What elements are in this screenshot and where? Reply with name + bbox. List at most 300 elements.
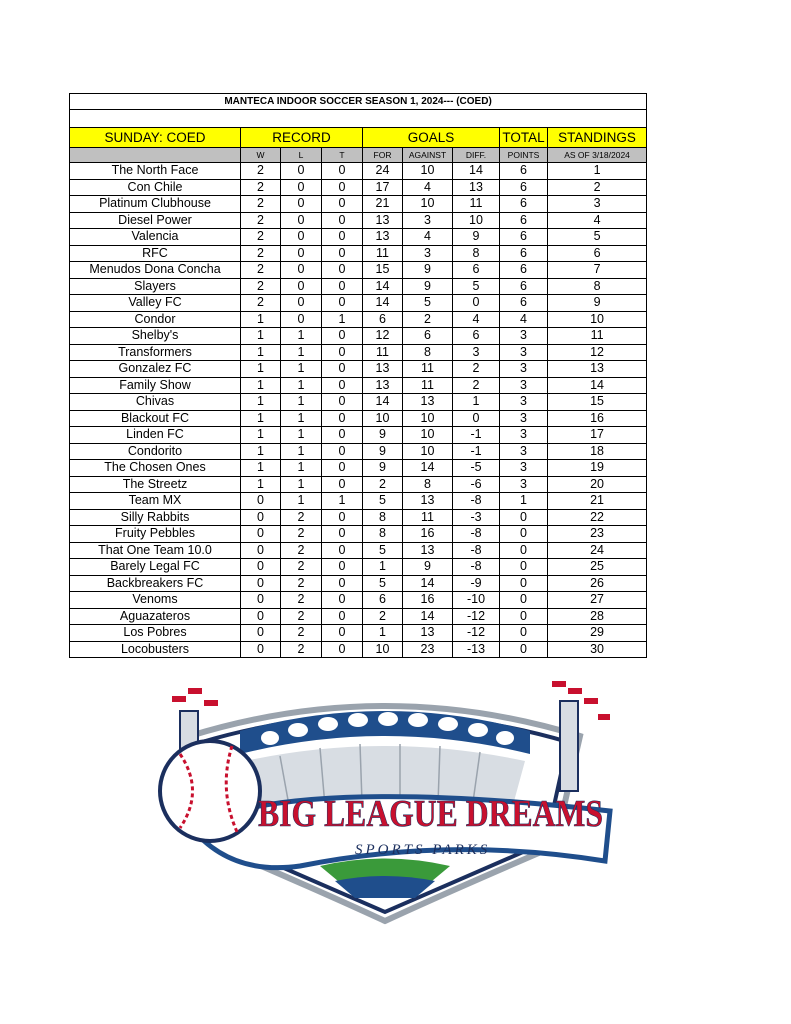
standing-cell: 1	[548, 163, 647, 180]
goal-diff-cell: -12	[453, 608, 500, 625]
table-row	[70, 427, 647, 444]
wins-cell: 1	[241, 377, 281, 394]
wins-cell: 2	[241, 179, 281, 196]
table-row	[70, 559, 647, 576]
goals-against-cell: 11	[403, 377, 453, 394]
wins-subheader: W	[241, 148, 281, 163]
ties-cell: 0	[322, 212, 363, 229]
goals-against-cell: 8	[403, 476, 453, 493]
wins-cell: 0	[241, 493, 281, 510]
wins-cell: 2	[241, 212, 281, 229]
losses-cell: 2	[281, 509, 322, 526]
wins-cell: 0	[241, 526, 281, 543]
big-league-dreams-logo	[150, 676, 620, 926]
table-row	[70, 245, 647, 262]
wins-cell: 1	[241, 361, 281, 378]
points-cell: 6	[500, 278, 548, 295]
goals-for-subheader: FOR	[363, 148, 403, 163]
points-cell: 0	[500, 526, 548, 543]
losses-cell: 0	[281, 212, 322, 229]
table-row	[70, 410, 647, 427]
ties-subheader: T	[322, 148, 363, 163]
standing-cell: 25	[548, 559, 647, 576]
goals-against-cell: 13	[403, 625, 453, 642]
table-row	[70, 212, 647, 229]
points-cell: 3	[500, 443, 548, 460]
wins-cell: 1	[241, 460, 281, 477]
standing-cell: 4	[548, 212, 647, 229]
losses-cell: 2	[281, 641, 322, 658]
goal-diff-cell: -9	[453, 575, 500, 592]
ties-cell: 0	[322, 542, 363, 559]
wins-cell: 1	[241, 328, 281, 345]
standing-cell: 26	[548, 575, 647, 592]
goals-for-cell: 2	[363, 476, 403, 493]
goal-diff-cell: -3	[453, 509, 500, 526]
goals-against-cell: 10	[403, 427, 453, 444]
ties-cell: 0	[322, 361, 363, 378]
goals-against-cell: 8	[403, 344, 453, 361]
wins-cell: 0	[241, 509, 281, 526]
goal-diff-cell: 8	[453, 245, 500, 262]
points-cell: 0	[500, 625, 548, 642]
standing-cell: 7	[548, 262, 647, 279]
team-name-cell: Los Pobres	[70, 625, 241, 642]
points-cell: 6	[500, 295, 548, 312]
table-row	[70, 509, 647, 526]
goals-for-cell: 13	[363, 377, 403, 394]
losses-cell: 1	[281, 443, 322, 460]
standing-cell: 29	[548, 625, 647, 642]
division-header: SUNDAY: COED	[70, 128, 241, 148]
as-of-subheader: AS OF 3/18/2024	[548, 148, 647, 163]
ties-cell: 0	[322, 460, 363, 477]
standings-table	[69, 93, 647, 658]
losses-cell: 0	[281, 311, 322, 328]
ties-cell: 0	[322, 592, 363, 609]
table-row	[70, 328, 647, 345]
ties-cell: 0	[322, 196, 363, 213]
points-cell: 0	[500, 559, 548, 576]
table-row	[70, 542, 647, 559]
goals-against-cell: 16	[403, 592, 453, 609]
goal-diff-cell: 1	[453, 394, 500, 411]
team-name-cell: Backbreakers FC	[70, 575, 241, 592]
goals-for-cell: 15	[363, 262, 403, 279]
points-cell: 3	[500, 427, 548, 444]
standing-cell: 28	[548, 608, 647, 625]
goals-for-cell: 11	[363, 344, 403, 361]
points-cell: 0	[500, 542, 548, 559]
goal-diff-cell: -10	[453, 592, 500, 609]
goal-diff-cell: 2	[453, 377, 500, 394]
losses-cell: 1	[281, 410, 322, 427]
team-name-cell: Team MX	[70, 493, 241, 510]
team-name-cell: Menudos Dona Concha	[70, 262, 241, 279]
baseball-icon	[160, 741, 260, 841]
ties-cell: 0	[322, 509, 363, 526]
team-subheader	[70, 148, 241, 163]
team-name-cell: Blackout FC	[70, 410, 241, 427]
team-name-cell: Aguazateros	[70, 608, 241, 625]
team-name-cell: Valley FC	[70, 295, 241, 312]
goals-against-cell: 9	[403, 559, 453, 576]
goals-against-cell: 23	[403, 641, 453, 658]
goal-diff-cell: 6	[453, 262, 500, 279]
team-name-cell: Family Show	[70, 377, 241, 394]
goal-diff-cell: 10	[453, 212, 500, 229]
losses-cell: 0	[281, 163, 322, 180]
goal-diff-cell: 4	[453, 311, 500, 328]
table-row	[70, 311, 647, 328]
team-name-cell: The Streetz	[70, 476, 241, 493]
goals-against-cell: 2	[403, 311, 453, 328]
goals-for-cell: 14	[363, 278, 403, 295]
points-cell: 6	[500, 262, 548, 279]
team-name-cell: Gonzalez FC	[70, 361, 241, 378]
table-row	[70, 493, 647, 510]
points-cell: 3	[500, 460, 548, 477]
points-cell: 0	[500, 509, 548, 526]
points-cell: 3	[500, 344, 548, 361]
points-cell: 6	[500, 212, 548, 229]
goal-diff-cell: 0	[453, 410, 500, 427]
wins-cell: 0	[241, 641, 281, 658]
team-name-cell: Barely Legal FC	[70, 559, 241, 576]
ties-cell: 0	[322, 344, 363, 361]
wins-cell: 1	[241, 476, 281, 493]
goals-for-cell: 9	[363, 427, 403, 444]
points-cell: 3	[500, 394, 548, 411]
ties-cell: 0	[322, 179, 363, 196]
goal-diff-cell: -12	[453, 625, 500, 642]
goals-against-cell: 10	[403, 196, 453, 213]
ties-cell: 0	[322, 427, 363, 444]
standing-cell: 8	[548, 278, 647, 295]
goals-against-cell: 13	[403, 542, 453, 559]
goal-diff-cell: -1	[453, 427, 500, 444]
goals-against-cell: 14	[403, 460, 453, 477]
table-row	[70, 196, 647, 213]
points-cell: 0	[500, 641, 548, 658]
points-cell: 0	[500, 575, 548, 592]
team-name-cell: Locobusters	[70, 641, 241, 658]
goals-for-cell: 24	[363, 163, 403, 180]
standing-cell: 12	[548, 344, 647, 361]
wins-cell: 1	[241, 344, 281, 361]
goals-for-cell: 10	[363, 410, 403, 427]
team-name-cell: The Chosen Ones	[70, 460, 241, 477]
total-header: TOTAL	[500, 128, 548, 148]
losses-cell: 1	[281, 476, 322, 493]
points-cell: 6	[500, 163, 548, 180]
wins-cell: 1	[241, 394, 281, 411]
standing-cell: 27	[548, 592, 647, 609]
standing-cell: 30	[548, 641, 647, 658]
standing-cell: 23	[548, 526, 647, 543]
wins-cell: 2	[241, 245, 281, 262]
ties-cell: 0	[322, 410, 363, 427]
goals-for-cell: 1	[363, 625, 403, 642]
points-cell: 6	[500, 229, 548, 246]
losses-cell: 0	[281, 278, 322, 295]
goal-diff-cell: -6	[453, 476, 500, 493]
goals-for-cell: 8	[363, 509, 403, 526]
wins-cell: 2	[241, 229, 281, 246]
goal-diff-cell: 5	[453, 278, 500, 295]
wins-cell: 0	[241, 608, 281, 625]
goals-against-cell: 10	[403, 410, 453, 427]
standing-cell: 17	[548, 427, 647, 444]
wins-cell: 0	[241, 592, 281, 609]
team-name-cell: Diesel Power	[70, 212, 241, 229]
ties-cell: 0	[322, 526, 363, 543]
standing-cell: 19	[548, 460, 647, 477]
goals-for-cell: 11	[363, 245, 403, 262]
losses-cell: 2	[281, 542, 322, 559]
standing-cell: 21	[548, 493, 647, 510]
standing-cell: 15	[548, 394, 647, 411]
team-name-cell: Slayers	[70, 278, 241, 295]
table-row	[70, 394, 647, 411]
goals-for-cell: 14	[363, 295, 403, 312]
losses-cell: 2	[281, 526, 322, 543]
team-name-cell: Valencia	[70, 229, 241, 246]
goals-for-cell: 6	[363, 592, 403, 609]
goals-for-cell: 12	[363, 328, 403, 345]
losses-cell: 1	[281, 344, 322, 361]
goals-for-cell: 2	[363, 608, 403, 625]
goals-against-cell: 13	[403, 394, 453, 411]
team-name-cell: Silly Rabbits	[70, 509, 241, 526]
record-header: RECORD	[241, 128, 363, 148]
losses-cell: 1	[281, 460, 322, 477]
standing-cell: 11	[548, 328, 647, 345]
ties-cell: 0	[322, 641, 363, 658]
ties-cell: 0	[322, 295, 363, 312]
table-row	[70, 179, 647, 196]
ties-cell: 0	[322, 245, 363, 262]
goals-for-cell: 1	[363, 559, 403, 576]
table-row	[70, 361, 647, 378]
table-row	[70, 278, 647, 295]
points-cell: 3	[500, 361, 548, 378]
goals-against-cell: 10	[403, 443, 453, 460]
goal-diff-cell: 13	[453, 179, 500, 196]
table-row	[70, 344, 647, 361]
goals-for-cell: 13	[363, 212, 403, 229]
goals-against-cell: 13	[403, 493, 453, 510]
goals-for-cell: 5	[363, 542, 403, 559]
team-name-cell: RFC	[70, 245, 241, 262]
losses-cell: 2	[281, 559, 322, 576]
wins-cell: 1	[241, 427, 281, 444]
team-name-cell: Platinum Clubhouse	[70, 196, 241, 213]
points-cell: 4	[500, 311, 548, 328]
table-row	[70, 476, 647, 493]
team-name-cell: Venoms	[70, 592, 241, 609]
standing-cell: 13	[548, 361, 647, 378]
points-cell: 3	[500, 410, 548, 427]
standings-header: STANDINGS	[548, 128, 647, 148]
wins-cell: 2	[241, 163, 281, 180]
goal-diff-cell: -5	[453, 460, 500, 477]
goals-for-cell: 13	[363, 361, 403, 378]
goals-for-cell: 9	[363, 443, 403, 460]
goal-diff-cell: 0	[453, 295, 500, 312]
points-cell: 3	[500, 476, 548, 493]
table-title: MANTECA INDOOR SOCCER SEASON 1, 2024--- (COED)	[70, 94, 647, 110]
goals-for-cell: 10	[363, 641, 403, 658]
table-row	[70, 592, 647, 609]
goals-for-cell: 21	[363, 196, 403, 213]
goals-for-cell: 9	[363, 460, 403, 477]
standing-cell: 24	[548, 542, 647, 559]
team-name-cell: Shelby's	[70, 328, 241, 345]
points-cell: 0	[500, 592, 548, 609]
table-row	[70, 163, 647, 180]
standing-cell: 6	[548, 245, 647, 262]
standing-cell: 14	[548, 377, 647, 394]
losses-subheader: L	[281, 148, 322, 163]
team-name-cell: Fruity Pebbles	[70, 526, 241, 543]
goals-for-cell: 5	[363, 493, 403, 510]
ties-cell: 0	[322, 163, 363, 180]
team-name-cell: Con Chile	[70, 179, 241, 196]
table-row	[70, 625, 647, 642]
team-name-cell: Chivas	[70, 394, 241, 411]
wins-cell: 2	[241, 262, 281, 279]
losses-cell: 0	[281, 196, 322, 213]
goal-diff-cell: 2	[453, 361, 500, 378]
table-row	[70, 608, 647, 625]
losses-cell: 2	[281, 625, 322, 642]
table-row	[70, 460, 647, 477]
ties-cell: 0	[322, 229, 363, 246]
goal-diff-cell: -8	[453, 559, 500, 576]
goal-diff-cell: 3	[453, 344, 500, 361]
goals-header: GOALS	[363, 128, 500, 148]
wins-cell: 0	[241, 559, 281, 576]
goals-against-cell: 3	[403, 245, 453, 262]
goal-diff-cell: -1	[453, 443, 500, 460]
goals-for-cell: 17	[363, 179, 403, 196]
ties-cell: 1	[322, 311, 363, 328]
wins-cell: 0	[241, 542, 281, 559]
team-name-cell: The North Face	[70, 163, 241, 180]
table-row	[70, 377, 647, 394]
ties-cell: 0	[322, 443, 363, 460]
ties-cell: 0	[322, 328, 363, 345]
losses-cell: 0	[281, 262, 322, 279]
goals-for-cell: 14	[363, 394, 403, 411]
goal-diff-cell: 6	[453, 328, 500, 345]
ties-cell: 0	[322, 278, 363, 295]
team-name-cell: Condor	[70, 311, 241, 328]
goals-against-cell: 11	[403, 361, 453, 378]
goals-against-cell: 11	[403, 509, 453, 526]
goals-for-cell: 5	[363, 575, 403, 592]
goals-against-cell: 9	[403, 262, 453, 279]
ties-cell: 0	[322, 394, 363, 411]
goal-diff-cell: -8	[453, 542, 500, 559]
losses-cell: 1	[281, 427, 322, 444]
goal-diff-cell: 9	[453, 229, 500, 246]
points-cell: 0	[500, 608, 548, 625]
ties-cell: 1	[322, 493, 363, 510]
goal-diff-subheader: DIFF.	[453, 148, 500, 163]
losses-cell: 1	[281, 377, 322, 394]
losses-cell: 0	[281, 295, 322, 312]
blank-row	[70, 110, 647, 128]
losses-cell: 1	[281, 394, 322, 411]
goals-for-cell: 6	[363, 311, 403, 328]
team-name-cell: That One Team 10.0	[70, 542, 241, 559]
goal-diff-cell: -8	[453, 526, 500, 543]
points-cell: 3	[500, 328, 548, 345]
losses-cell: 0	[281, 229, 322, 246]
losses-cell: 2	[281, 608, 322, 625]
points-cell: 1	[500, 493, 548, 510]
points-cell: 3	[500, 377, 548, 394]
goals-for-cell: 8	[363, 526, 403, 543]
goal-diff-cell: 14	[453, 163, 500, 180]
standing-cell: 10	[548, 311, 647, 328]
goals-against-cell: 4	[403, 179, 453, 196]
goal-diff-cell: -8	[453, 493, 500, 510]
ties-cell: 0	[322, 377, 363, 394]
points-subheader: POINTS	[500, 148, 548, 163]
goals-against-cell: 9	[403, 278, 453, 295]
table-row	[70, 295, 647, 312]
ties-cell: 0	[322, 262, 363, 279]
goal-diff-cell: -13	[453, 641, 500, 658]
ties-cell: 0	[322, 575, 363, 592]
wins-cell: 2	[241, 295, 281, 312]
losses-cell: 1	[281, 328, 322, 345]
goals-against-cell: 14	[403, 575, 453, 592]
standing-cell: 5	[548, 229, 647, 246]
losses-cell: 0	[281, 179, 322, 196]
losses-cell: 1	[281, 493, 322, 510]
standing-cell: 3	[548, 196, 647, 213]
team-name-cell: Linden FC	[70, 427, 241, 444]
wins-cell: 1	[241, 311, 281, 328]
losses-cell: 0	[281, 245, 322, 262]
ties-cell: 0	[322, 608, 363, 625]
table-row	[70, 443, 647, 460]
wins-cell: 0	[241, 575, 281, 592]
logo-subtitle-text: SPORTS PARKS	[355, 842, 491, 858]
standing-cell: 16	[548, 410, 647, 427]
team-name-cell: Condorito	[70, 443, 241, 460]
ties-cell: 0	[322, 625, 363, 642]
goal-diff-cell: 11	[453, 196, 500, 213]
points-cell: 6	[500, 196, 548, 213]
losses-cell: 2	[281, 592, 322, 609]
logo-title-text: BIG LEAGUE DREAMS	[258, 793, 603, 835]
goals-against-subheader: AGAINST	[403, 148, 453, 163]
standing-cell: 20	[548, 476, 647, 493]
ties-cell: 0	[322, 476, 363, 493]
wins-cell: 1	[241, 410, 281, 427]
goals-against-cell: 16	[403, 526, 453, 543]
table-row	[70, 575, 647, 592]
standing-cell: 2	[548, 179, 647, 196]
ties-cell: 0	[322, 559, 363, 576]
goals-for-cell: 13	[363, 229, 403, 246]
goals-against-cell: 6	[403, 328, 453, 345]
